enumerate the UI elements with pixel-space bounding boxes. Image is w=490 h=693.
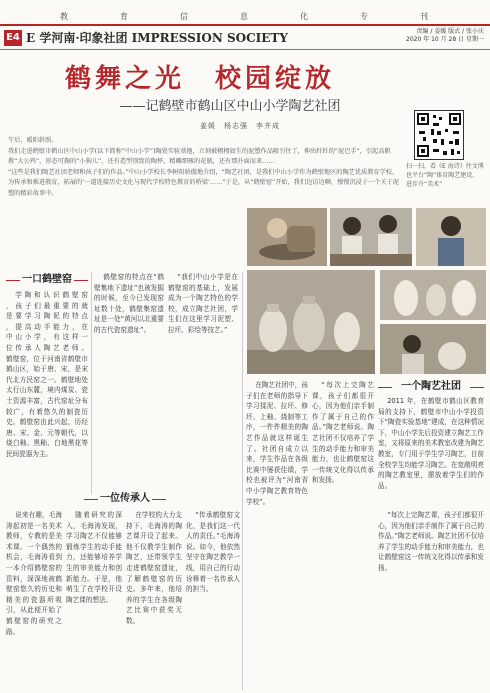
society-column-a	[378, 396, 484, 506]
inheritor-column-b	[66, 510, 122, 690]
vases-image	[380, 270, 486, 320]
body-paragraph: 在学校的大力支持下，毛海涛的陶艺课开设了起来。他不仅教学生制作陶艺，还带领学生走进鹤壁窑遗址，了解鹤壁窑的历史。多年来，他培养的学生在各级陶艺比赛中获奖无数。	[126, 511, 182, 625]
banner-char: 刊	[420, 11, 430, 21]
kiln-column-a	[6, 290, 88, 488]
photo-pottery-wheel	[247, 208, 327, 266]
body-paragraph: 鹤壁窑的特点在“鹤壁集地下遗址”也被发掘的时候，至今已发现窑址数十处，鹤壁集窑遗址是一处“黄河以北重要的古代瓷窑遗址”。	[94, 273, 164, 334]
photo-vases	[380, 270, 486, 320]
banner-char: 信	[180, 11, 190, 21]
body-paragraph: 说来有趣，毛海涛起初是一名美术教师，专教的是美术课。一个偶然的机会，毛海涛看到一本介绍鹤壁窑的资料，深深地被鹤壁窑悠久的历史和精美的瓷器所吸引，从此便开始了鹤壁窑的研究之路。	[6, 511, 62, 636]
qr-caption: 扫一扫，看《E 海诗》往文博也平台“陶”体育陶艺建设，进步升“美术”	[406, 163, 484, 188]
banner-char: 息	[240, 11, 250, 21]
banner-char: 化	[300, 11, 310, 21]
page-number-badge: E4	[4, 30, 22, 46]
body-paragraph: “传承鹤壁窑文化，是我们这一代人的责任。”毛海涛说。如今，他依然坚守在陶艺教学一线，用自己的行动诠释着一名传承人的担当。	[186, 511, 240, 594]
section-heading-society: 一个陶艺社团	[378, 380, 484, 394]
teacher-image	[416, 208, 486, 266]
photo-student-painting	[380, 324, 486, 374]
body-paragraph: 2011 年，在鹤壁市鹤山区教育局的支持下，鹤壁市中山小学投资下“陶瓷实验基地”建成，在这种情况下，中山小学先后投资建立陶艺工作室，又将原来的美术教室改建为陶艺教室，专门用于学生学习陶艺，目前全校学生均能学习陶艺。在宽敞明亮的陶艺教室里，摆放着学生们的作品。	[378, 397, 484, 490]
body-paragraph: 随着研究的深入，毛海涛发现，学习陶艺不仅能够锻炼学生的动手能力，还能够培养学生的审美能力和创新能力。于是，他萌生了在学校开设陶艺课的想法。	[66, 511, 122, 604]
banner-char: 专	[360, 11, 370, 21]
article-subtitle: ——记鹤壁市鹤山区中山小学陶艺社团	[119, 99, 341, 114]
header-rule	[0, 24, 490, 26]
society-column-d	[378, 510, 484, 690]
photo-pottery-display	[247, 270, 375, 374]
top-banner	[60, 6, 430, 26]
article-title: 鹤舞之光 校园绽放	[64, 64, 335, 94]
inheritor-column-c	[126, 510, 182, 690]
photo-teacher	[416, 208, 486, 266]
column-divider	[91, 272, 92, 494]
inheritor-column-a	[6, 510, 62, 690]
banner-char: 教	[60, 11, 70, 21]
column-divider	[242, 272, 243, 690]
article-intro	[8, 136, 403, 199]
section-heading-inheritor: 一位传承人	[84, 492, 166, 506]
body-paragraph: 在陶艺社团中，孩子们在老师的指导下学习揉泥、拉坯、修坯、上釉、烧制等工序，一件件精美的陶艺作品就这样诞生了。社团自成立以来，学生作品在各级比赛中屡获佳绩，学校也被评为“河南省中小学陶艺教育特色学校”。	[246, 381, 308, 506]
photo-students-crafting	[330, 208, 412, 266]
students-crafting-image	[330, 208, 412, 266]
student-painting-image	[380, 324, 486, 374]
date-line: 2020 年 10 月 28 日 星期一	[406, 36, 484, 43]
banner-char: 育	[120, 11, 130, 21]
qr-code[interactable]	[414, 110, 464, 160]
body-paragraph: 学 陶 和 认 识 鹤 壁 窑 ， 孩 子 们 最 重 要 的 就 是 要 学 习 陶 泥 的 特 点 ， 提 高 动 手 能 力 ， 在 中 山 小 学 ， 有 这 样 一 位 传 承 人 陶 艺 老 师 。鹤壁窑，位于河南省鹤壁市鹤山区，始于唐、宋，是宋代北方民窑之一。鹤壁地处太行山东麓，境内煤炭、瓷土资源丰富，古代窑址分布较广，有着悠久的制瓷历史。鹤壁窑由此兴起，历经唐、宋、金、元等朝代，以烧白釉、黑釉、白地黑花等民间瓷器为主。	[6, 291, 88, 458]
inheritor-column-d	[186, 510, 240, 690]
header-meta	[406, 28, 484, 44]
pottery-wheel-image	[247, 208, 327, 266]
intro-paragraph: “这些是我们陶艺社团老师和孩子们的作品。”中山小学校长李树阳骄傲地介绍，“陶艺社团，是我们中山小学作为鹤壁地区的陶艺优质教育学校，为传承和推进教育，拓展的‘一道连接历史文化与现代学校特色教育的桥梁’……”于是，从“鹤壁窑”开始，我们边访边聊，慢慢沉浸于一个关于泥塑的精彩故事中。	[8, 168, 399, 197]
editor-line: 责编 / 姜媛 版式 / 张小庆	[416, 28, 484, 35]
body-paragraph: “每次上完陶艺课，孩子们都很开心，因为他们亲手制作了属于自己的作品。”陶艺老师说。陶艺社团不仅培养了学生的动手能力和审美能力，也让鹤壁窑这一传统文化得以传承和发扬。	[312, 381, 374, 485]
header-divider	[0, 49, 490, 50]
section-header-title: E 学河南·印象社团 IMPRESSION SOCIETY	[26, 31, 288, 45]
article-byline: 姜媛 杨志强 李齐成	[200, 122, 280, 130]
kiln-column-c	[168, 272, 238, 382]
qr-code-icon	[415, 111, 463, 159]
kiln-column-b	[94, 272, 164, 382]
section-heading-kiln: 一口鹤壁窑	[6, 273, 88, 287]
society-column-b	[246, 380, 308, 690]
pottery-display-image	[247, 270, 375, 374]
body-paragraph: “我们中山小学是在鹤壁窑的基础上，发展成为一个陶艺特色的学校，成立陶艺社团，学生们在这里学习泥塑、拉坯、彩绘等技艺。”	[168, 273, 238, 334]
society-column-c	[312, 380, 374, 690]
body-paragraph: “每次上完陶艺课，孩子们都很开心，因为他们亲手制作了属于自己的作品。”陶艺老师说。陶艺社团不仅培养了学生的动手能力和审美能力，也让鹤壁窑这一传统文化得以传承和发扬。	[378, 511, 484, 572]
intro-paragraph: 我们走进鹤壁市鹤山区中山小学(以下简称“中山小学”)陶瓷实验基地，立刻被栩栩如生的泥塑作品吸引住了，伸出纤纤的“泥巴手”，引起高职教“大公鸡”，形态可掬的“小狗儿”，还有造型别致的陶杯，精雕细琢的花瓶，还有那扑面而来……	[8, 147, 391, 165]
intro-paragraph: 午后，暖阳斜照。	[8, 137, 58, 144]
